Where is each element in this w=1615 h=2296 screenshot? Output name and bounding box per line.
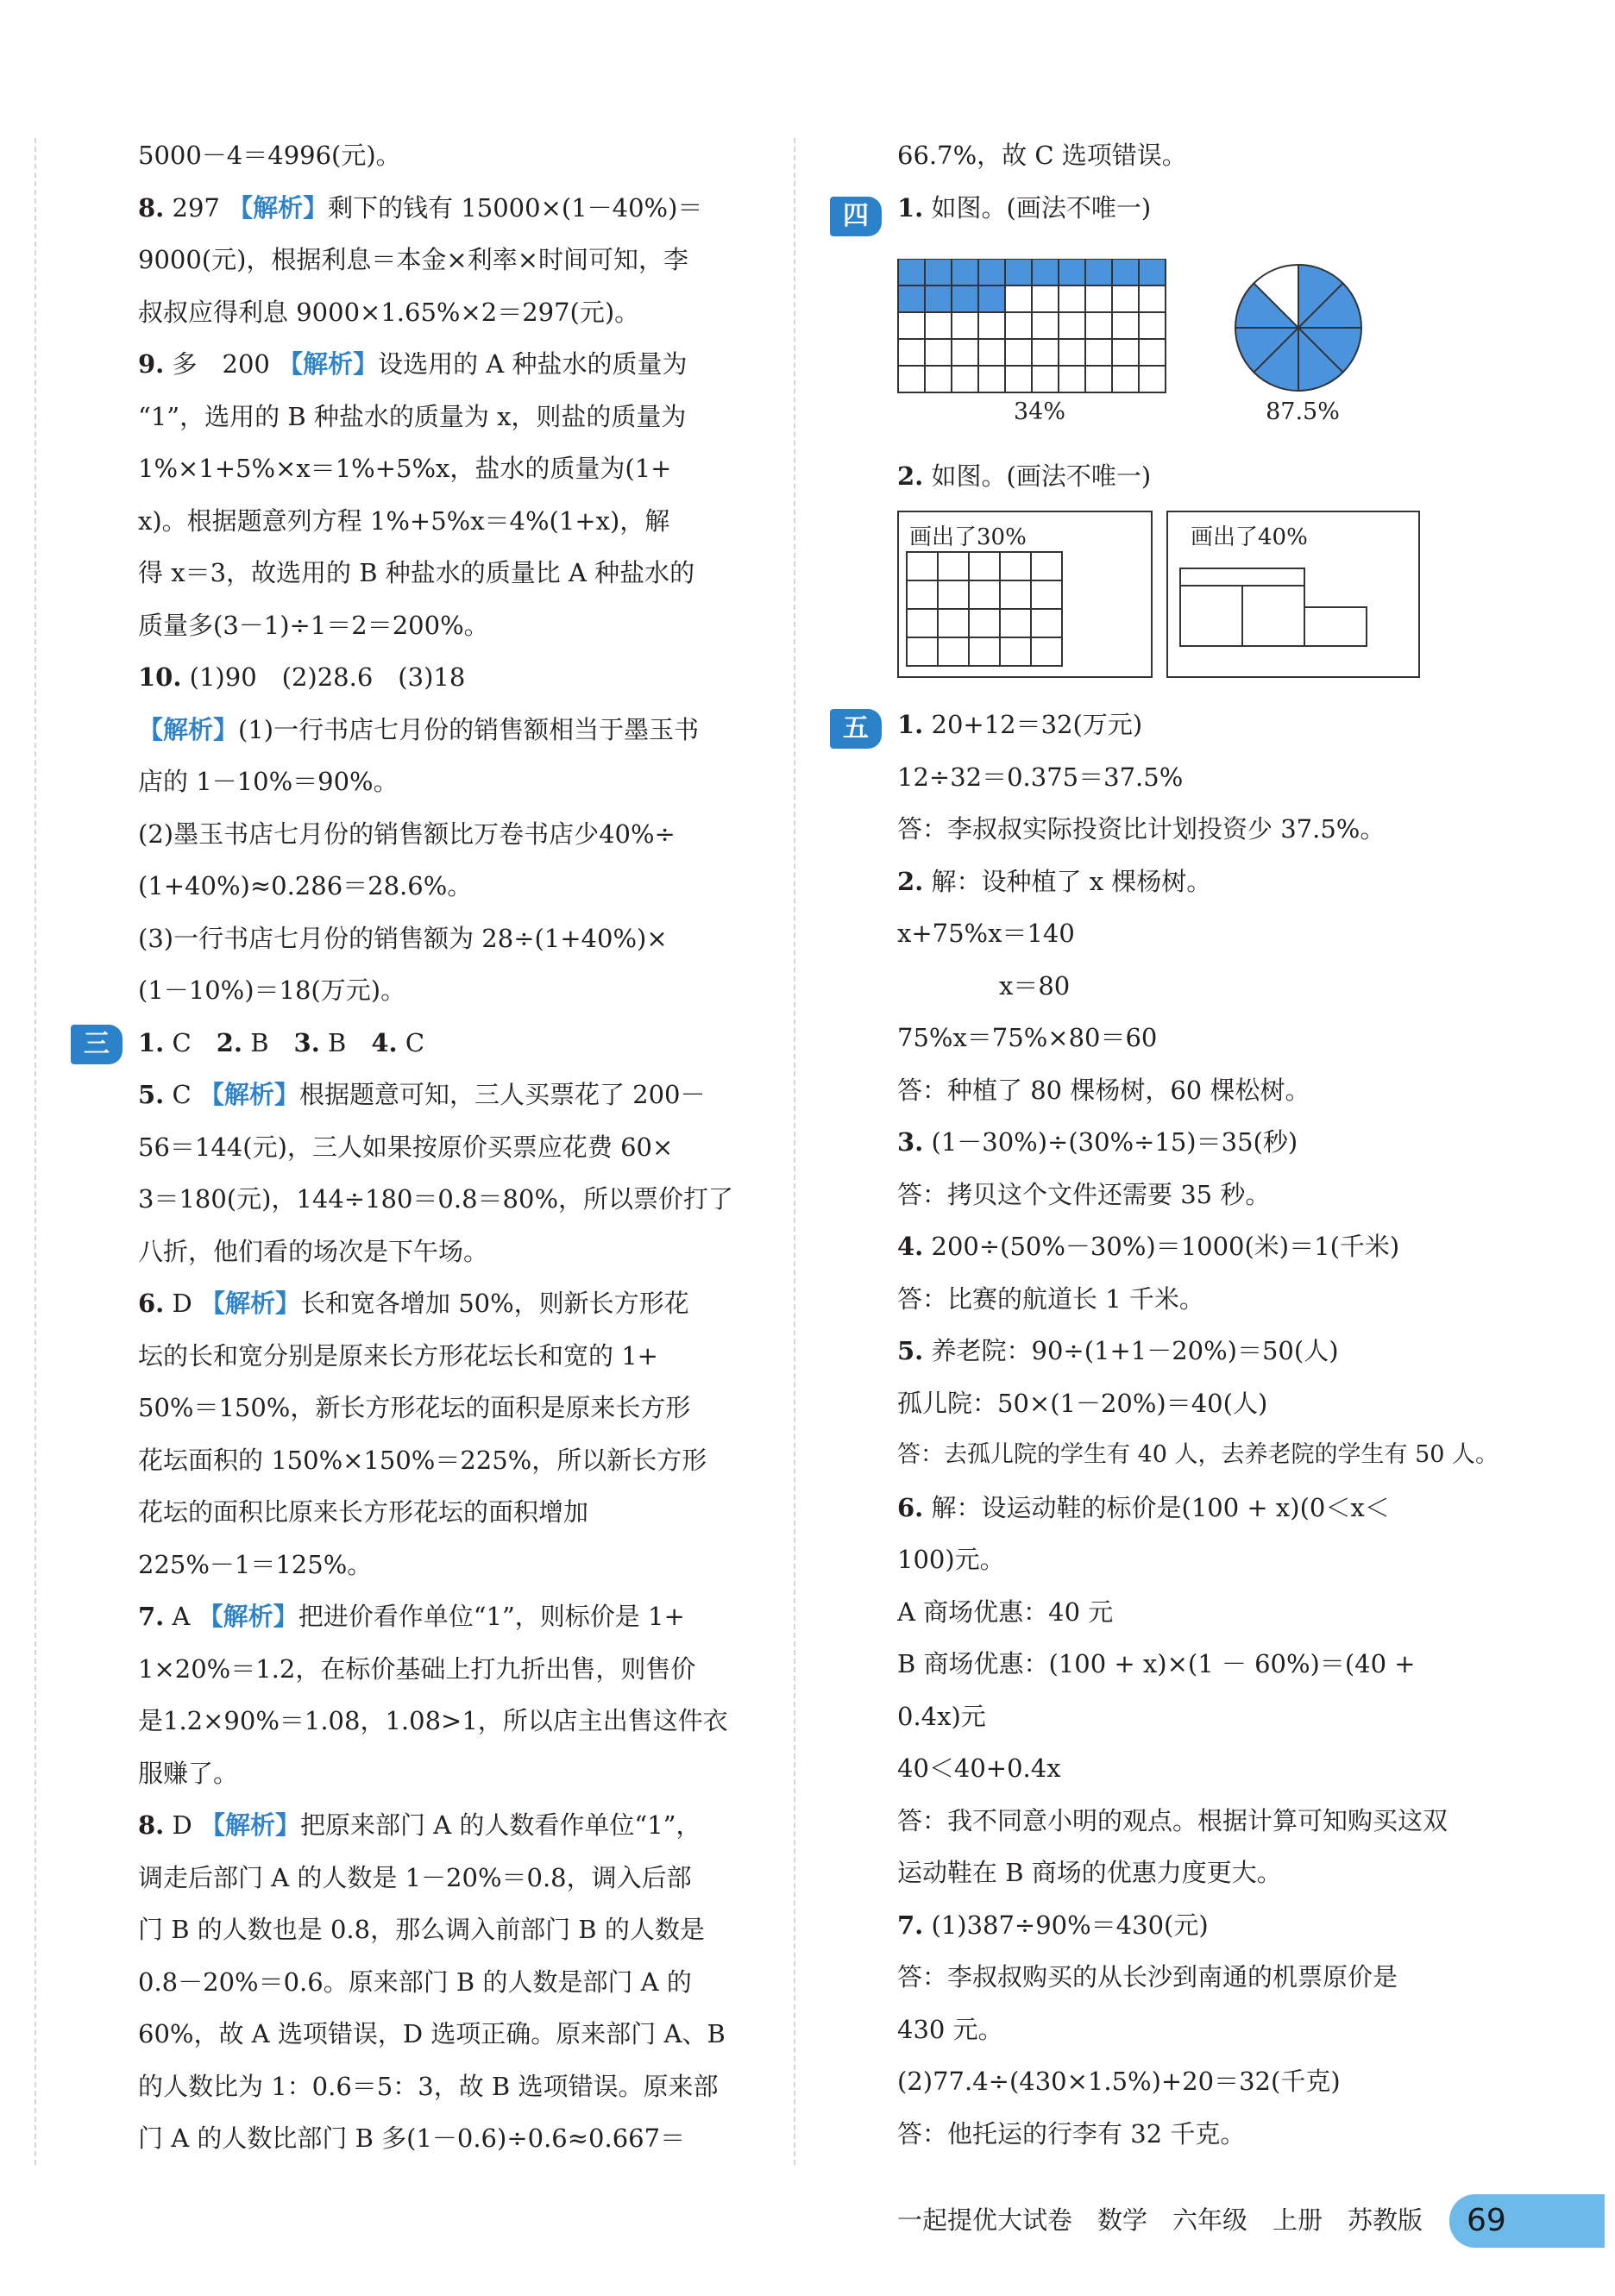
text-line: 0.8－20%＝0.6。原来部门 B 的人数是部门 A 的 (138, 1967, 692, 1997)
grid-30-figure (906, 551, 1065, 668)
text-line: 店的 1－10%＝90%。 (138, 767, 399, 796)
text-line: 叔叔应得利息 9000×1.65%×2＝297(元)。 (138, 297, 640, 327)
text-line: 答：我不同意小明的观点。根据计算可知购买这双 (897, 1805, 1448, 1835)
text-line: 430 元。 (897, 2014, 1003, 2044)
text-line: 坛的长和宽分别是原来长方形花坛长和宽的 1+ (138, 1340, 658, 1371)
text-line: 得 x＝3，故选用的 B 种盐水的质量比 A 种盐水的 (138, 558, 695, 587)
answer-6: 6. D 【解析】长和宽各增加 50%，则新长方形花 (138, 1289, 689, 1318)
text-line: x+75%x＝140 (897, 919, 1075, 948)
box-30-label: 画出了30% (909, 524, 1027, 550)
book-title: 一起提优大试卷 数学 六年级 上册 苏教版 (897, 2205, 1423, 2235)
section-4-item-1: 1. 如图。(画法不唯一) (897, 192, 1152, 223)
text-line: 答：去孤儿院的学生有 40 人，去养老院的学生有 50 人。 (897, 1441, 1499, 1468)
text-line: B 商场优惠：(100 + x)×(1 － 60%)＝(40 + (897, 1649, 1416, 1678)
text-line: (2)77.4÷(430×1.5%)+20＝32(千克) (897, 2067, 1341, 2096)
pie-caption: 87.5% (1266, 398, 1340, 425)
section-4-item-2: 2. 如图。(画法不唯一) (897, 461, 1152, 491)
text-line: 60%，故 A 选项错误，D 选项正确。原来部门 A、B (138, 2019, 726, 2048)
section-5-item-2: 2. 解：设种植了 x 棵杨树。 (897, 866, 1212, 896)
text-line: 答：他托运的行李有 32 千克。 (897, 2118, 1246, 2149)
section-3-answers: 1. C 2. B 3. B 4. C (138, 1027, 425, 1057)
box-40-label: 画出了40% (1191, 524, 1308, 550)
text-line: 是1.2×90%＝1.08，1.08>1，所以店主出售这件衣 (138, 1706, 728, 1735)
section-5-item-5: 5. 养老院：90÷(1+1－20%)＝50(人) (897, 1336, 1339, 1365)
left-column (138, 129, 759, 2165)
figure-box-30 (897, 511, 1153, 678)
answer-9: 9. 多 200 【解析】设选用的 A 种盐水的质量为 (138, 349, 688, 379)
text-line: 的人数比为 1：0.6＝5：3，故 B 选项错误。原来部 (138, 2071, 719, 2101)
text-line: 服赚了。 (138, 1758, 239, 1788)
text-line: “1”，选用的 B 种盐水的质量为 x，则盐的质量为 (138, 401, 687, 431)
text-line: 质量多(3－1)÷1＝2＝200%。 (138, 610, 489, 640)
text-line: 答：李叔叔购买的从长沙到南通的机票原价是 (897, 1962, 1398, 1992)
text-line: (1－10%)＝18(万元)。 (138, 975, 406, 1005)
answer-7: 7. A 【解析】把进价看作单位“1”，则标价是 1+ (138, 1602, 685, 1631)
answer-8: 8. 297 【解析】剩下的钱有 15000×(1－40%)＝ (138, 192, 703, 223)
text-line: 225%－1＝125%。 (138, 1549, 373, 1579)
grid-caption: 34% (1013, 398, 1065, 425)
text-line: 3＝180(元)，144÷180＝0.8＝80%，所以票价打了 (138, 1184, 734, 1214)
text-line: 0.4x)元 (897, 1701, 986, 1731)
text-line: 56＝144(元)，三人如果按原价买票应花费 60× (138, 1132, 674, 1162)
right-column-3 (897, 699, 1536, 2160)
text-line: 50%＝150%，新长方形花坛的面积是原来长方形 (138, 1393, 691, 1422)
answer-8b: 8. D 【解析】把原来部门 A 的人数看作单位“1”， (138, 1810, 701, 1840)
column-divider (794, 138, 795, 2165)
percent-grid-figure (897, 259, 1182, 398)
right-column (897, 129, 1536, 234)
section-5-tag: 五 (830, 709, 882, 749)
analysis-10: 【解析】(1)一行书店七月份的销售额相当于墨玉书 (138, 714, 700, 744)
text-line: 答：比赛的航道长 1 千米。 (897, 1283, 1204, 1314)
percent-pie-figure (1234, 263, 1363, 392)
text-line: 花坛面积的 150%×150%＝225%，所以新长方形 (138, 1445, 707, 1475)
text-line: 答：李叔叔实际投资比计划投资少 37.5%。 (897, 814, 1386, 844)
rect-40-figure (1177, 547, 1375, 650)
section-5-item-3: 3. (1－30%)÷(30%÷15)＝35(秒) (897, 1127, 1298, 1157)
text-line: 八折，他们看的场次是下午场。 (138, 1236, 489, 1266)
text-line: 运动鞋在 B 商场的优惠力度更大。 (897, 1858, 1282, 1887)
text-line: (1+40%)≈0.286＝28.6%。 (138, 871, 473, 900)
text-line: 花坛的面积比原来长方形花坛的面积增加 (138, 1497, 589, 1527)
section-5-item-6: 6. 解：设运动鞋的标价是(100 + x)(0＜x＜ (897, 1492, 1390, 1522)
text-line: 孤儿院：50×(1－20%)＝40(人) (897, 1388, 1268, 1418)
section-4-tag: 四 (830, 197, 882, 236)
text-line: 门 B 的人数也是 0.8，那么调入前部门 B 的人数是 (138, 1915, 705, 1944)
text-line: x)。根据题意列方程 1%+5%x＝4%(1+x)，解 (138, 505, 670, 536)
section-5-item-1: 1. 20+12＝32(万元) (897, 710, 1143, 739)
answer-10: 10. (1)90 (2)28.6 (3)18 (138, 662, 466, 692)
text-line: 1×20%＝1.2，在标价基础上打九折出售，则售价 (138, 1653, 696, 1684)
text-line: 12÷32＝0.375＝37.5% (897, 762, 1184, 792)
section-5-item-7: 7. (1)387÷90%＝430(元) (897, 1910, 1209, 1940)
text-line: 门 A 的人数比部门 B 多(1－0.6)÷0.6≈0.667＝ (138, 2123, 686, 2153)
text-line: 9000(元)，根据利息＝本金×利率×时间可知，李 (138, 245, 689, 274)
page-number: 69 (1467, 2203, 1506, 2238)
text-line: 66.7%，故 C 选项错误。 (897, 141, 1187, 170)
text-line: 答：拷贝这个文件还需要 35 秒。 (897, 1179, 1271, 1209)
text-line: 答：种植了 80 棵杨树，60 棵松树。 (897, 1075, 1310, 1105)
figure-box-40 (1166, 511, 1420, 678)
text-line: 调走后部门 A 的人数是 1－20%＝0.8，调入后部 (138, 1862, 692, 1892)
text-line: A 商场优惠：40 元 (897, 1597, 1114, 1627)
text-line: 100)元。 (897, 1545, 1005, 1574)
text-line: x＝80 (999, 970, 1071, 1001)
right-column-2 (897, 450, 1536, 503)
section-3-tag: 三 (71, 1025, 123, 1064)
page-footer (897, 2191, 1579, 2251)
text-line: 75%x＝75%×80＝60 (897, 1023, 1158, 1052)
section-5-item-4: 4. 200÷(50%－30%)＝1000(米)＝1(千米) (897, 1232, 1400, 1261)
answer-5: 5. C 【解析】根据题意可知，三人买票花了 200－ (138, 1080, 706, 1109)
text-line: 1%×1+5%×x＝1%+5%x，盐水的质量为(1+ (138, 454, 672, 483)
text-line: (3)一行书店七月份的销售额为 28÷(1+40%)× (138, 923, 668, 953)
left-margin-divider (35, 138, 36, 2165)
text-line: 40＜40+0.4x (897, 1753, 1061, 1783)
text-line: 5000－4＝4996(元)。 (138, 141, 401, 170)
text-line: (2)墨玉书店七月份的销售额比万卷书店少40%÷ (138, 819, 676, 849)
